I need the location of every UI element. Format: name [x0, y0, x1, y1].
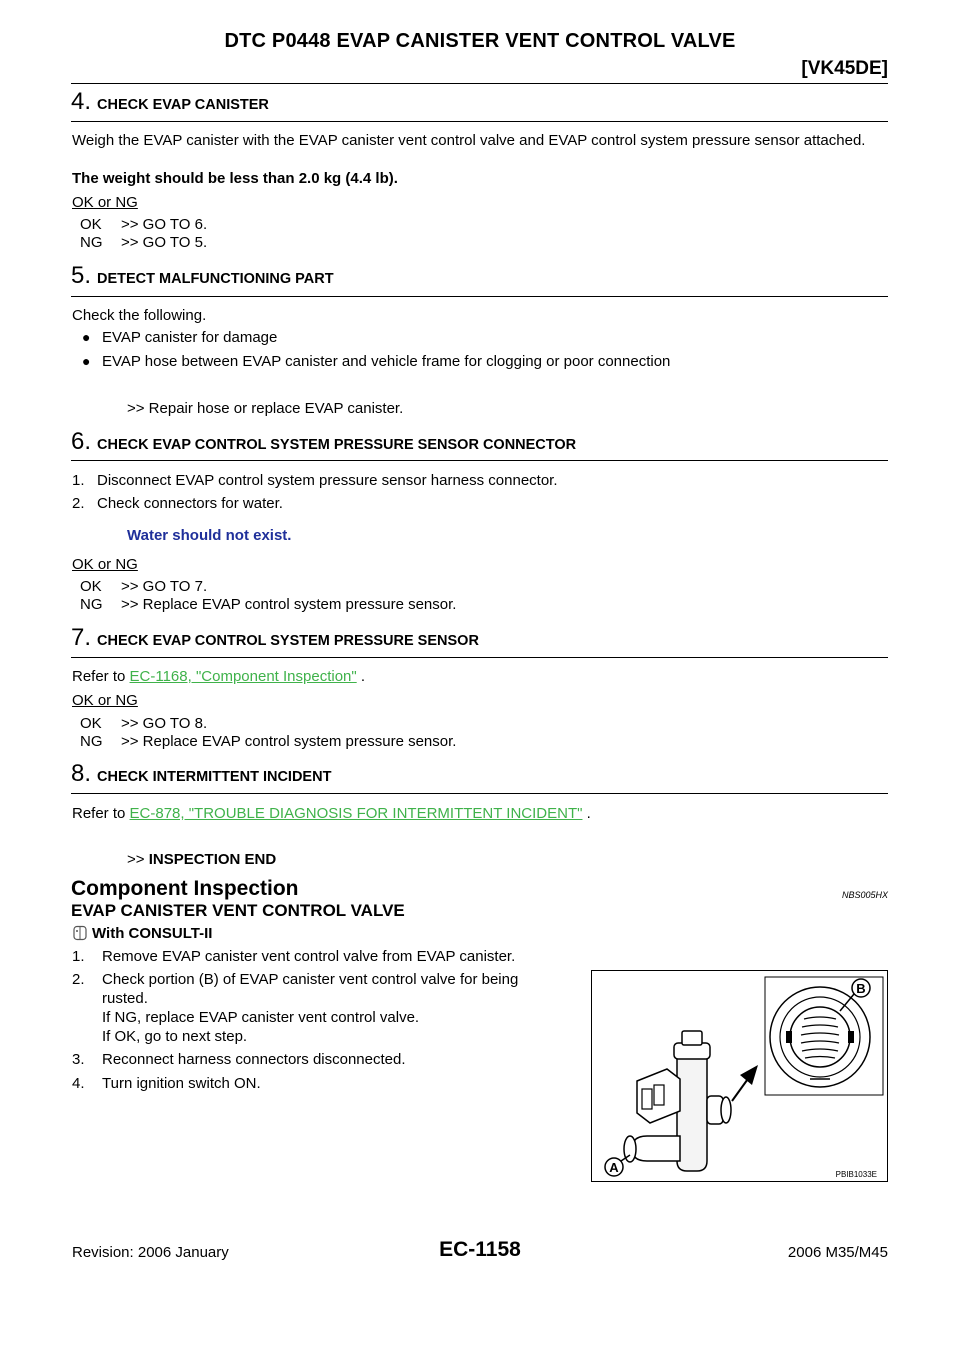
step-4-okng: OK or NG — [72, 194, 138, 211]
header-divider — [71, 83, 888, 84]
engine-model: [VK45DE] — [801, 58, 888, 79]
divider — [71, 460, 888, 461]
step-4-ok-row: OK >> GO TO 6. — [80, 216, 208, 233]
step-4-ng-row: NG >> GO TO 5. — [80, 234, 208, 251]
page-number: EC-1158 — [439, 1238, 521, 1261]
step-4-body: Weigh the EVAP canister with the EVAP canister vent control valve and EVAP control system pressure sensor attached. — [72, 132, 866, 149]
vehicle-model: 2006 M35/M45 — [787, 1244, 888, 1261]
divider — [71, 296, 888, 297]
step-6-okng: OK or NG — [72, 556, 138, 573]
valve-illustration — [592, 971, 887, 1181]
step-7-ng-row: NG >> Replace EVAP control system pressure sensor. — [80, 733, 457, 750]
bullet-icon: ● — [82, 353, 91, 369]
label-b: B — [856, 981, 866, 996]
step-6-note: Water should not exist. — [127, 527, 292, 544]
inspection-step-2-cont: rusted. — [102, 990, 148, 1007]
step-7-okng: OK or NG — [72, 692, 138, 709]
step-7-refer: Refer to EC-1168, "Component Inspection" . — [72, 668, 366, 685]
inspection-step-1: 1. Remove EVAP canister vent control valve from EVAP canister. — [72, 948, 516, 965]
consult-label: With CONSULT-II — [72, 925, 212, 942]
step-6-item-2: 2. Check connectors for water. — [72, 495, 283, 512]
inspection-step-3: 3. Reconnect harness connectors disconnected. — [72, 1051, 406, 1068]
component-subtitle: EVAP CANISTER VENT CONTROL VALVE — [71, 901, 405, 920]
inspection-step-2-ng: If NG, replace EVAP canister vent control valve. — [102, 1009, 420, 1026]
divider — [71, 657, 888, 658]
step-4-heading: 4. CHECK EVAP CANISTER — [71, 88, 269, 115]
step-6-item-1: 1. Disconnect EVAP control system pressure sensor harness connector. — [72, 472, 558, 489]
figure-code: PBIB1033E — [835, 1170, 877, 1179]
bullet-icon: ● — [82, 329, 91, 345]
step-7-heading: 7. CHECK EVAP CONTROL SYSTEM PRESSURE SENSOR — [71, 624, 479, 651]
step-5-action: >> Repair hose or replace EVAP canister. — [127, 400, 404, 417]
inspection-step-4: 4. Turn ignition switch ON. — [72, 1075, 261, 1092]
divider — [71, 793, 888, 794]
component-inspection-title: Component Inspection — [71, 877, 299, 900]
revision-date: Revision: 2006 January — [72, 1244, 229, 1261]
step-5-intro: Check the following. — [72, 307, 207, 324]
section-code: NBS005HX — [841, 890, 888, 900]
step-6-heading: 6. CHECK EVAP CONTROL SYSTEM PRESSURE SENSOR CONNECTOR — [71, 428, 577, 455]
inspection-step-2: 2. Check portion (B) of EVAP canister vent control valve for being — [72, 971, 519, 988]
inspection-step-2-ok: If OK, go to next step. — [102, 1028, 248, 1045]
page-title: DTC P0448 EVAP CANISTER VENT CONTROL VALVE — [224, 30, 736, 52]
intermittent-incident-link[interactable]: EC-878, "TROUBLE DIAGNOSIS FOR INTERMITTENT INCIDENT" — [129, 805, 583, 822]
step-5-heading: 5. DETECT MALFUNCTIONING PART — [71, 262, 334, 289]
step-4-spec: The weight should be less than 2.0 kg (4.4 lb). — [72, 170, 398, 187]
component-inspection-link[interactable]: EC-1168, "Component Inspection" — [129, 668, 357, 685]
valve-figure — [591, 970, 888, 1182]
label-a: A — [609, 1160, 619, 1175]
list-item: ● EVAP canister for damage — [82, 329, 278, 346]
step-8-heading: 8. CHECK INTERMITTENT INCIDENT — [71, 760, 332, 787]
divider — [71, 121, 888, 122]
consult-icon — [72, 925, 88, 941]
step-7-ok-row: OK >> GO TO 8. — [80, 715, 208, 732]
step-8-action: >> INSPECTION END — [127, 851, 277, 868]
step-6-ok-row: OK >> GO TO 7. — [80, 578, 208, 595]
list-item: ● EVAP hose between EVAP canister and vehicle frame for clogging or poor connection — [82, 353, 671, 370]
step-6-ng-row: NG >> Replace EVAP control system pressure sensor. — [80, 596, 457, 613]
step-8-refer: Refer to EC-878, "TROUBLE DIAGNOSIS FOR INTERMITTENT INCIDENT" . — [72, 805, 591, 822]
